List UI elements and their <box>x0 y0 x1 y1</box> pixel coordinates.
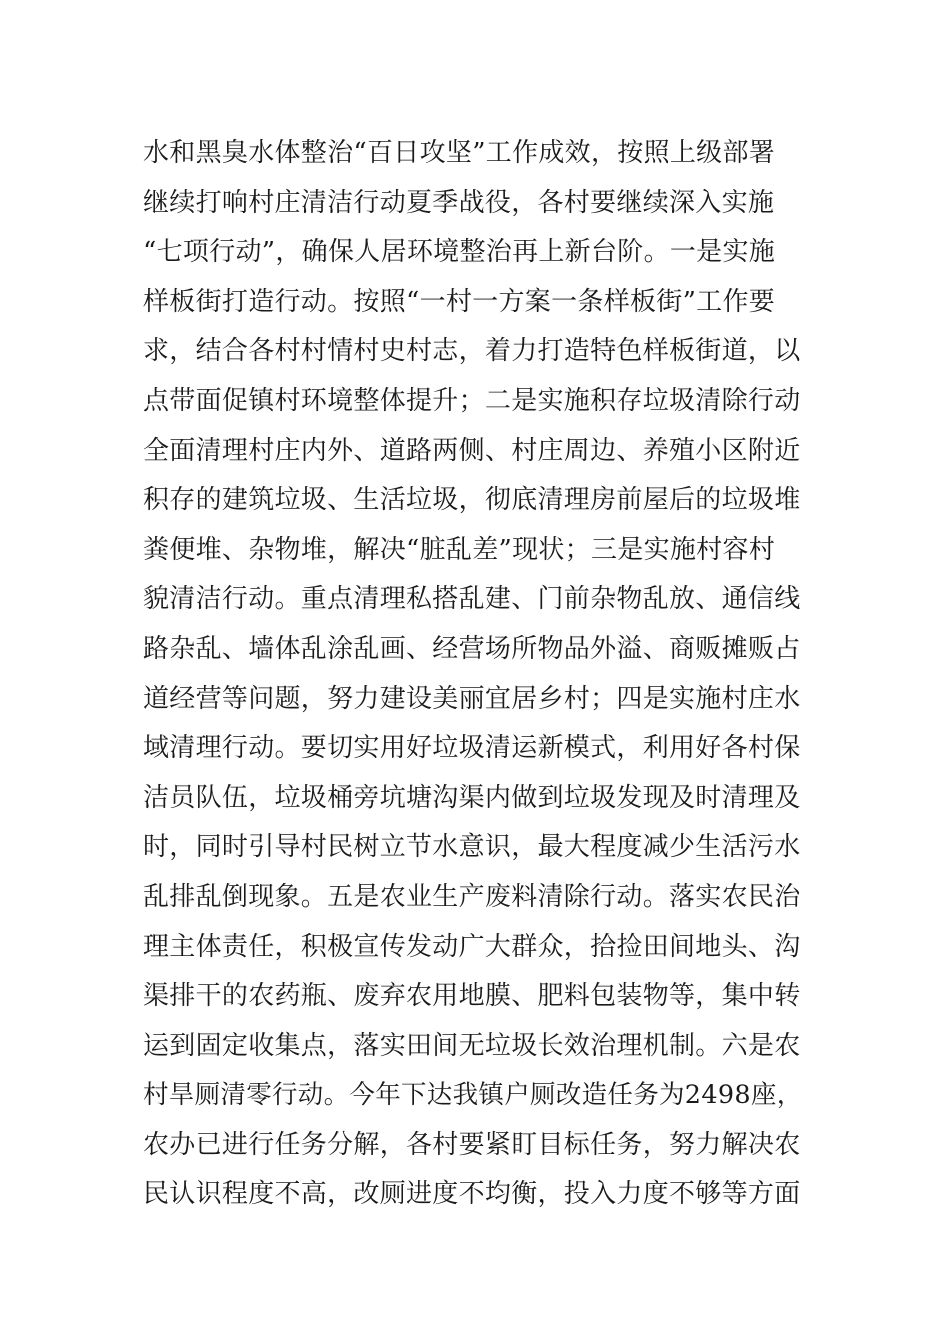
body-paragraph <box>143 129 813 1220</box>
text-line: 继续打响村庄清洁行动夏季战役，各村要继续深入实施 <box>143 187 775 218</box>
text-line: 渠排干的农药瓶、废弃农用地膜、肥料包装物等，集中转 <box>143 981 801 1012</box>
text-line: 全面清理村庄内外、道路两侧、村庄周边、养殖小区附近 <box>143 435 801 466</box>
text-line: 貌清洁行动。重点清理私搭乱建、门前杂物乱放、通信线 <box>143 584 801 615</box>
text-line: 运到固定收集点，落实田间无垃圾长效治理机制。六是农 <box>143 1030 801 1061</box>
text-line: 民认识程度不高，改厕进度不均衡，投入力度不够等方面 <box>143 1179 801 1210</box>
text-line: 水和黑臭水体整治“百日攻坚”工作成效，按照上级部署 <box>143 138 776 168</box>
text-line: 村旱厕清零行动。今年下达我镇户厕改造任务为2498座， <box>143 1080 803 1111</box>
text-line: “七项行动”，确保人居环境整治再上新台阶。一是实施 <box>143 237 776 268</box>
text-line: 域清理行动。要切实用好垃圾清运新模式，利用好各村保 <box>143 733 801 764</box>
text-line: 点带面促镇村环境整体提升；二是实施积存垃圾清除行动 <box>143 385 801 416</box>
text-line: 农办已进行任务分解，各村要紧盯目标任务，努力解决农 <box>143 1129 801 1160</box>
text-line: 理主体责任，积极宣传发动广大群众，拾捡田间地头、沟 <box>143 931 801 962</box>
text-line: 道经营等问题，努力建设美丽宜居乡村；四是实施村庄水 <box>143 683 801 714</box>
text-line: 求，结合各村村情村史村志，着力打造特色样板街道，以 <box>143 336 801 367</box>
text-line: 乱排乱倒现象。五是农业生产废料清除行动。落实农民治 <box>143 881 801 912</box>
text-line: 时，同时引导村民树立节水意识，最大程度减少生活污水 <box>143 832 801 863</box>
text-line: 路杂乱、墙体乱涂乱画、经营场所物品外溢、商贩摊贩占 <box>143 633 801 664</box>
text-line: 样板街打造行动。按照“一村一方案一条样板街”工作要 <box>143 286 776 317</box>
text-line: 洁员队伍，垃圾桶旁坑塘沟渠内做到垃圾发现及时清理及 <box>143 782 801 813</box>
text-line: 积存的建筑垃圾、生活垃圾，彻底清理房前屋后的垃圾堆 <box>143 485 801 516</box>
text-line: 粪便堆、杂物堆，解决“脏乱差”现状；三是实施村容村 <box>143 534 776 565</box>
